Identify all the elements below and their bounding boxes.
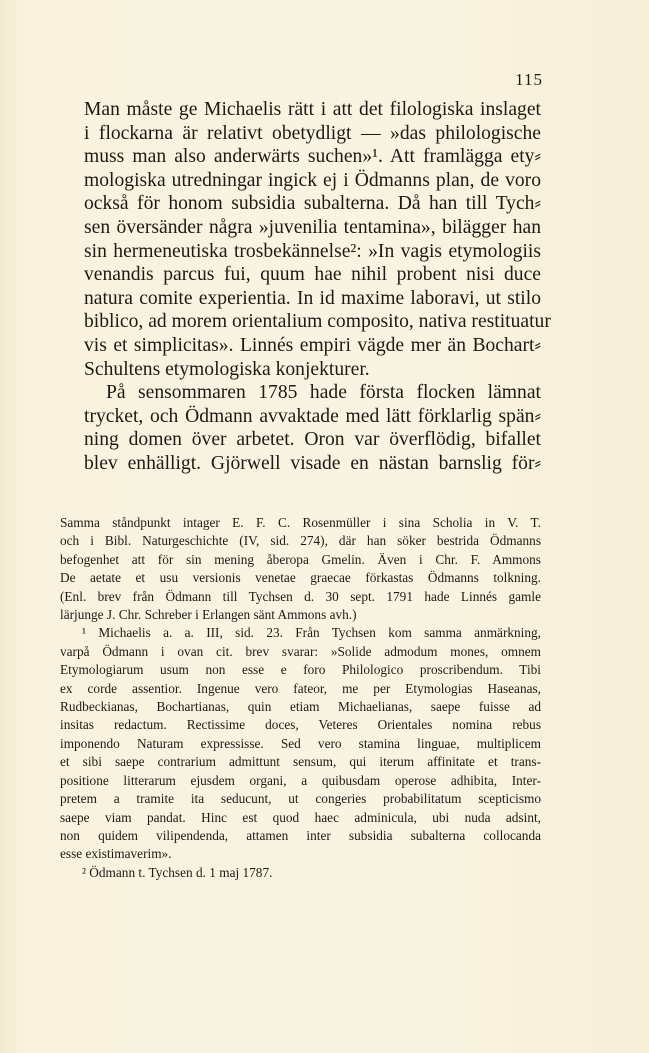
footnote-line: ex corde assentior. Ingenue vero fateor, me per Etymologias Haseanas, — [60, 680, 541, 696]
body-line: vis et simplicitas». Linnés empiri vägde mer än Bochart⸗ — [84, 334, 541, 356]
footnote-line: positione litterarum ejusdem organi, a quibusdam operose adhibita, Inter- — [60, 772, 541, 788]
body-line: Man måste ge Michaelis rätt i att det filologiska inslaget — [84, 99, 541, 120]
footnote-line: esse existimaverim». — [60, 846, 172, 862]
footnote-line: (Enl. brev från Ödmann till Tychsen d. 30 sept. 1791 hade Linnés gamle — [60, 588, 541, 604]
body-line: sen översänder några »juvenilia tentamina», bilägger han — [84, 216, 541, 238]
footnote-line: pretem a tramite ita seducunt, ut congeries probabilitatum scepticismo — [60, 791, 541, 807]
footnote-line: och i Bibl. Naturgeschichte (IV, sid. 274), där han söker bestrida Ödmanns — [60, 533, 541, 549]
footnote-line: saepe viam pandat. Hinc est quod haec adminicula, ubi nuda adsint, — [60, 809, 541, 825]
footnote-line: ² Ödmann t. Tychsen d. 1 maj 1787. — [82, 864, 273, 880]
footnote-line: Rudbeckianas, Bochartianas, quin etiam Michaelianas, saepe fuisse ad — [60, 699, 541, 715]
body-line: blev enhälligt. Gjörwell visade en nästan barnslig för⸗ — [84, 452, 541, 474]
body-text — [84, 98, 551, 476]
body-line: natura comite experientia. In id maxime laboravi, ut stilo — [84, 287, 541, 309]
body-line: venandis parcus fui, quum hae nihil probent nisi duce — [84, 264, 541, 286]
body-line: mologiska utredningar ingick ej i Ödmanns plan, de voro — [84, 169, 541, 191]
body-line: muss man also anderwärts suchen»¹. Att framlägga ety⸗ — [84, 146, 541, 168]
page-number: 115 — [515, 70, 543, 89]
footnote-line: De aetate et usu versionis venetae graecae förkastas Ödmanns tolkning. — [60, 570, 541, 586]
footnote-line: lärjunge J. Chr. Schreber i Erlangen sänt Ammons avh.) — [60, 607, 357, 623]
body-line: På sensommaren 1785 hade första flocken lämnat — [106, 382, 541, 404]
body-line: ning domen över arbetet. Oron var överflödig, bifallet — [84, 429, 541, 451]
body-line: trycket, och Ödmann avvaktade med lätt förklarlig spän⸗ — [84, 405, 541, 427]
footnotes — [60, 514, 541, 882]
body-line: biblico, ad morem orientalium composito, nativa restituatur — [84, 311, 551, 333]
footnote-line: Samma ståndpunkt intager E. F. C. Rosenmüller i sina Scholia in V. T. — [60, 515, 541, 530]
footnote-line: imponendo Naturam expressisse. Sed vero stamina linguae, multiplicem — [60, 735, 541, 751]
footnote-line: befogenhet att för sin mening åberopa Gmelin. Även i Chr. F. Ammons — [60, 551, 541, 567]
body-line: också för honom subsidia subalterna. Då han till Tych⸗ — [84, 193, 541, 215]
body-line: sin hermeneutiska trosbekännelse²: »In vagis etymologiis — [84, 240, 541, 262]
body-line: Schultens etymologiska konjekturer. — [84, 358, 370, 380]
footnote-line: varpå Ödmann i ovan cit. brev svarar: »Solide admodum mones, omnem — [60, 643, 541, 659]
footnote-line: et sibi saepe contrarium admittunt sensum, qui iterum affinitate et trans- — [60, 754, 541, 770]
footnote-line: ¹ Michaelis a. a. III, sid. 23. Från Tychsen kom samma anmärkning, — [82, 625, 541, 641]
footnote-line: non quidem vilipendenda, attamen inter subsidia subalterna collocanda — [60, 827, 541, 843]
footnote-line: insitas redactum. Rectissime doces, Veteres Orientales nomina rebus — [60, 717, 541, 733]
footnote-line: Etymologiarum usum non esse e foro Philologico proscribendum. Tibi — [60, 662, 541, 678]
body-line: i flockarna är relativt obetydligt — »das philologische — [84, 122, 541, 144]
